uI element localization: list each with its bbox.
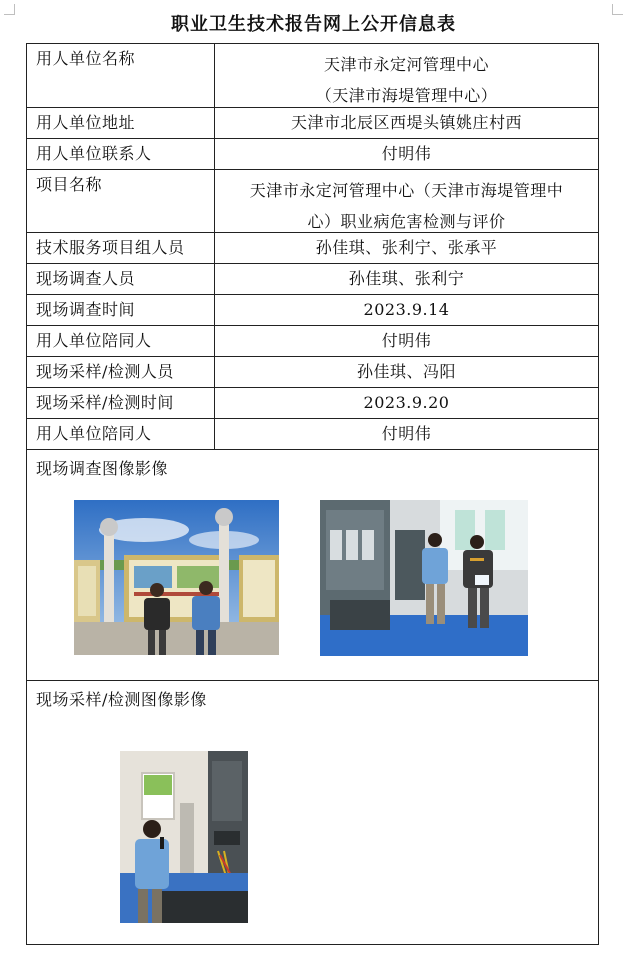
row-value	[215, 108, 598, 138]
table-row-survey-staff	[27, 264, 598, 295]
row-value-line: 付明伟	[381, 331, 432, 350]
row-label: 现场采样/检测时间	[27, 388, 215, 418]
row-value	[215, 357, 598, 387]
table-row-unit-address	[27, 108, 598, 139]
info-table	[26, 43, 599, 945]
survey-photo-pump-room	[320, 500, 528, 656]
survey-image-section	[27, 450, 598, 681]
row-value-line: 孙佳琪、冯阳	[356, 362, 456, 381]
row-value	[215, 295, 598, 325]
table-row-survey-escort	[27, 326, 598, 357]
survey-image-label: 现场调查图像影像	[36, 459, 169, 478]
row-label: 现场调查时间	[27, 295, 215, 325]
row-value-line: 2023.9.20	[363, 393, 450, 412]
row-label: 用人单位陪同人	[27, 326, 215, 356]
row-value	[215, 326, 598, 356]
row-value	[215, 419, 598, 449]
table-row-project-name	[27, 170, 598, 233]
row-value-line: 心）职业病危害检测与评价	[307, 212, 506, 231]
row-value-line: 孙佳琪、张利宁、张承平	[315, 238, 498, 257]
row-label: 用人单位陪同人	[27, 419, 215, 449]
table-row-sampling-date	[27, 388, 598, 419]
table-row-sampling-staff	[27, 357, 598, 388]
table-row-project-team	[27, 233, 598, 264]
row-label: 项目名称	[27, 170, 215, 232]
row-label: 用人单位名称	[27, 44, 215, 107]
row-label: 现场调查人员	[27, 264, 215, 294]
table-row-unit-name	[27, 44, 598, 108]
row-value	[215, 170, 598, 232]
row-label: 技术服务项目组人员	[27, 233, 215, 263]
row-value-line: 天津市永定河管理中心（天津市海堤管理中	[249, 181, 564, 200]
table-row-unit-contact	[27, 139, 598, 170]
page-title: 职业卫生技术报告网上公开信息表	[171, 14, 456, 35]
row-value-line: （天津市海堤管理中心）	[315, 86, 498, 105]
row-value-line: 2023.9.14	[363, 300, 450, 319]
row-label: 现场采样/检测人员	[27, 357, 215, 387]
row-label: 用人单位地址	[27, 108, 215, 138]
row-value-line: 孙佳琪、张利宁	[348, 269, 465, 288]
sampling-image-label: 现场采样/检测图像影像	[36, 690, 207, 709]
table-row-sampling-escort	[27, 419, 598, 450]
row-label: 用人单位联系人	[27, 139, 215, 169]
row-value	[215, 264, 598, 294]
row-value	[215, 139, 598, 169]
table-row-survey-date	[27, 295, 598, 326]
row-value-line: 天津市北辰区西堤头镇姚庄村西	[290, 113, 522, 132]
row-value	[215, 44, 598, 107]
sampling-photo-equipment	[120, 751, 248, 923]
row-value	[215, 233, 598, 263]
row-value-line: 付明伟	[381, 144, 432, 163]
row-value	[215, 388, 598, 418]
sampling-image-section	[27, 681, 598, 944]
row-value-line: 天津市永定河管理中心	[323, 55, 489, 74]
row-value-line: 付明伟	[381, 424, 432, 443]
survey-photo-outdoor	[74, 500, 279, 655]
